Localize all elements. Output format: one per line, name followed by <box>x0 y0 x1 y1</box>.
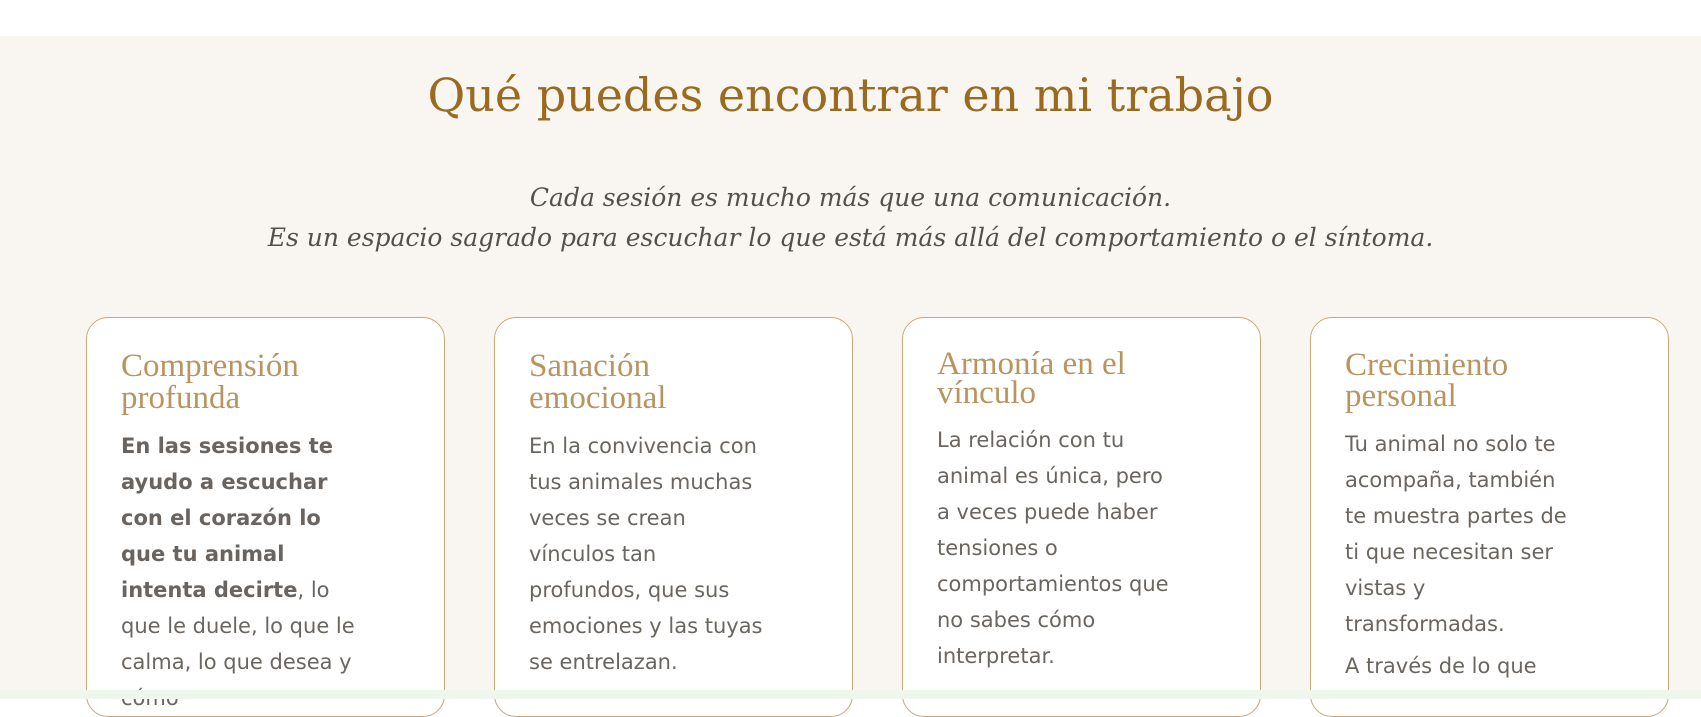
card-body-second: A través de lo que <box>1345 654 1537 678</box>
card-title: Comprensión profunda <box>121 348 299 416</box>
card-sanacion-emocional <box>494 317 853 717</box>
card-title: Sanación emocional <box>529 348 667 416</box>
card-body: La relación con tu animal es única, pero a veces puede haber tensiones o comportamientos que no sabes cómo interpretar. <box>937 428 1169 668</box>
card-title: Crecimiento personal <box>1345 347 1509 414</box>
section-subtitle <box>0 178 1701 258</box>
card-body: En la convivencia con tus animales muchas veces se crean vínculos tan profundos, que sus emociones y las tuyas se entrelazan. <box>529 434 763 674</box>
card-body-rest: , lo que le duele, lo que le calma, lo que desea y <box>121 578 355 674</box>
card-comprension-profunda <box>86 317 445 717</box>
card-crecimiento-personal <box>1310 317 1669 717</box>
card-body: Tu animal no solo te acompaña, también te muestra partes de ti que necesitan ser vistas y transformadas. <box>1345 432 1567 636</box>
card-title: Armonía en el vínculo <box>937 346 1126 411</box>
top-white-strip <box>0 0 1701 36</box>
section-heading: Qué puedes encontrar en mi trabajo <box>427 68 1274 122</box>
card-body-bold: En las sesiones te ayudo a escuchar con el corazón lo que tu animal intenta decirte <box>121 434 333 602</box>
card-body <box>121 428 357 716</box>
card-armonia-vinculo <box>902 317 1261 717</box>
subtitle-line-2: Es un espacio sagrado para escuchar lo que está más allá del comportamiento o el síntoma. <box>267 223 1434 252</box>
bottom-strip <box>0 690 1701 699</box>
subtitle-line-1: Cada sesión es mucho más que una comunicación. <box>529 183 1172 212</box>
